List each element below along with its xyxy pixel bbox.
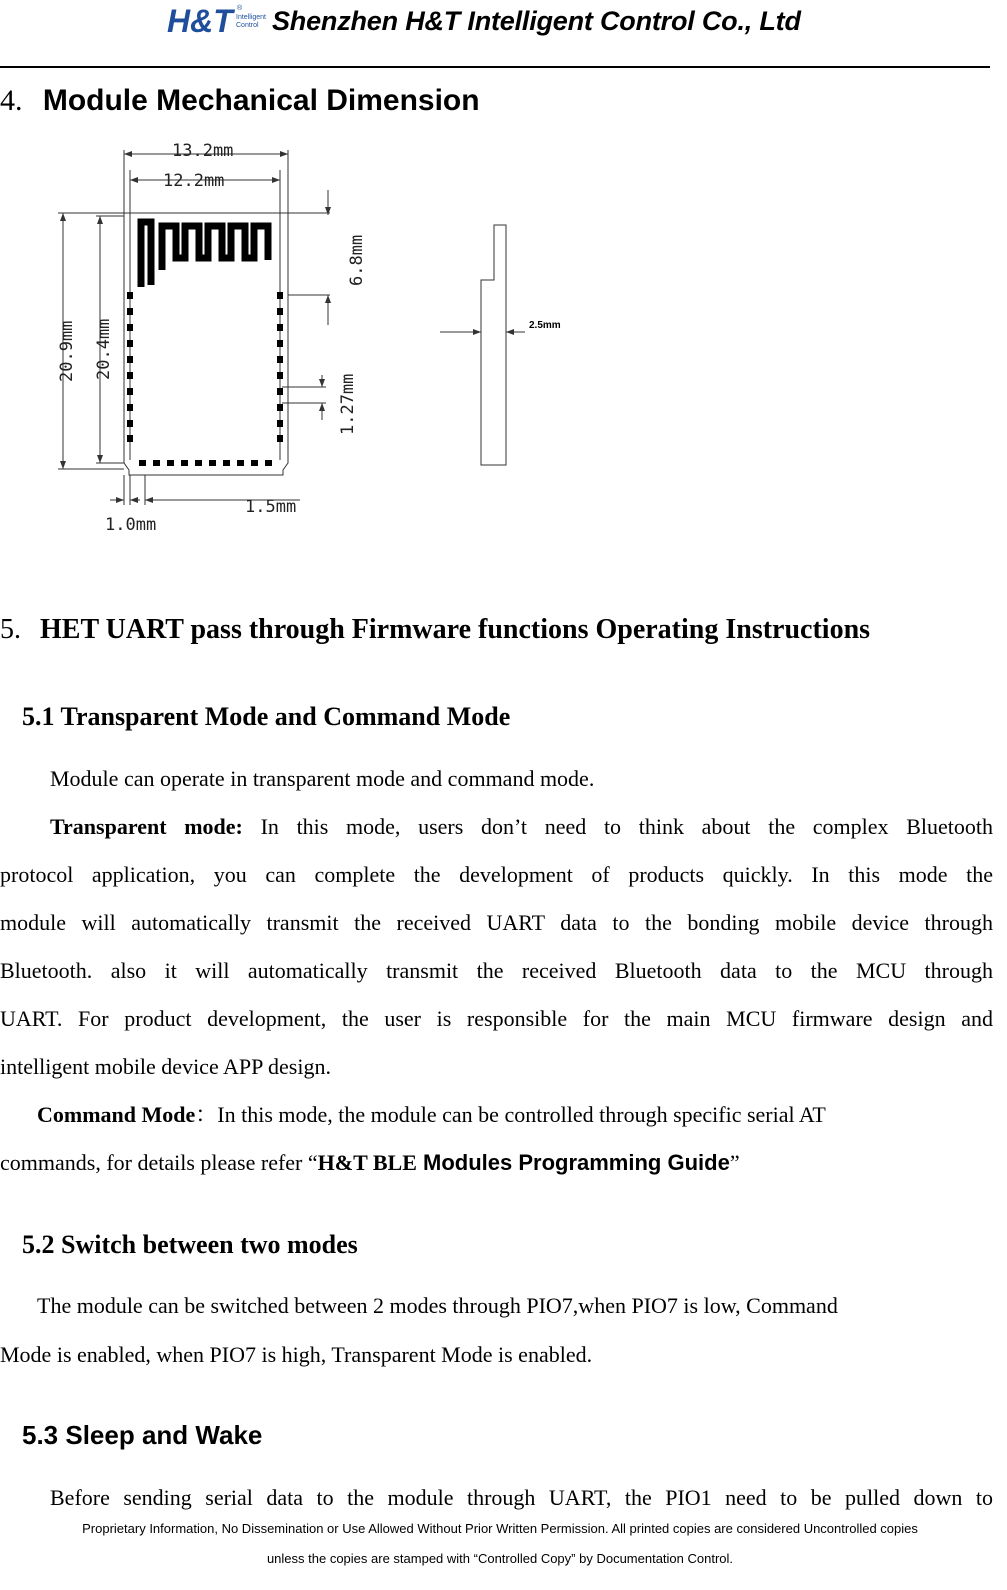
- dim-pad-gap: 1.5mm: [245, 497, 297, 517]
- dim-thickness: 2.5mm: [529, 320, 561, 331]
- dim-height-inner: 20.4mm: [94, 318, 114, 380]
- s51-tm-line1: Transparent mode: In this mode, users don’t need to think about the complex Bluetooth: [50, 814, 993, 839]
- dim-edge: 1.0mm: [105, 515, 157, 535]
- s52-line2: Mode is enabled, when PIO7 is high, Transparent Mode is enabled.: [0, 1342, 593, 1367]
- s51-tm-line3: module will automatically transmit the received UART data to the bonding mobile device through: [0, 910, 993, 935]
- s51-tm-line2: protocol application, you can complete the development of products quickly. In this mode the: [0, 862, 993, 887]
- footer-line-1: Proprietary Information, No Dissemination or Use Allowed Without Prior Written Permission. All printed copies are considered Uncontrolled copies: [82, 1521, 918, 1536]
- footer-line-2: unless the copies are stamped with “Controlled Copy” by Documentation Control.: [266, 1551, 734, 1566]
- dim-antenna: 6.8mm: [347, 234, 367, 286]
- section-4-heading: 4. Module Mechanical Dimension: [0, 84, 480, 117]
- s51-cm-line2: commands, for details please refer “H&T BLE Modules Programming Guide”: [0, 1150, 740, 1175]
- s53-line1: Before sending serial data to the module through UART, the PIO1 need to be pulled down to: [50, 1485, 993, 1510]
- svg-text:H&T: H&T: [167, 3, 233, 39]
- section-4-title: Module Mechanical Dimension: [42, 84, 480, 117]
- dim-height-outer: 20.9mm: [57, 320, 77, 382]
- module-outline: [124, 150, 288, 475]
- s52-line1: The module can be switched between 2 modes through PIO7,when PIO7 is low, Command: [37, 1293, 838, 1318]
- section-5-3-title: 5.3 Sleep and Wake: [22, 1420, 263, 1450]
- company-name: Shenzhen H&T Intelligent Control Co., Ltd: [272, 6, 801, 36]
- s51-cm-line1: Command Mode：In this mode, the module can be controlled through specific serial AT: [37, 1102, 826, 1127]
- svg-text:®: ®: [237, 5, 243, 12]
- side-profile: [481, 225, 506, 465]
- s51-tm-line5: UART. For product development, the user is responsible for the main MCU firmware design and: [0, 1006, 993, 1031]
- mechanical-drawing: [0, 130, 620, 550]
- section-5-title: HET UART pass through Firmware functions Operating Instructions: [40, 614, 871, 645]
- logo-subtext: Intelligent Control: [236, 14, 266, 29]
- section-5-2-title: 5.2 Switch between two modes: [22, 1230, 358, 1259]
- dim-width-outer: 13.2mm: [172, 141, 234, 161]
- bottom-pads: [139, 460, 272, 466]
- dim-width-inner: 12.2mm: [163, 171, 225, 191]
- section-5-1-title: 5.1 Transparent Mode and Command Mode: [22, 702, 511, 731]
- antenna-trace: [141, 222, 268, 287]
- s51-tm-line6: intelligent mobile device APP design.: [0, 1054, 331, 1079]
- s51-tm-line4: Bluetooth. also it will automatically transmit the received Bluetooth data to the MCU through: [0, 958, 993, 983]
- dim-pitch: 1.27mm: [338, 373, 358, 435]
- section-5-heading: 5. HET UART pass through Firmware functions Operating Instructions: [0, 614, 871, 645]
- s51-intro: Module can operate in transparent mode and command mode.: [50, 766, 595, 791]
